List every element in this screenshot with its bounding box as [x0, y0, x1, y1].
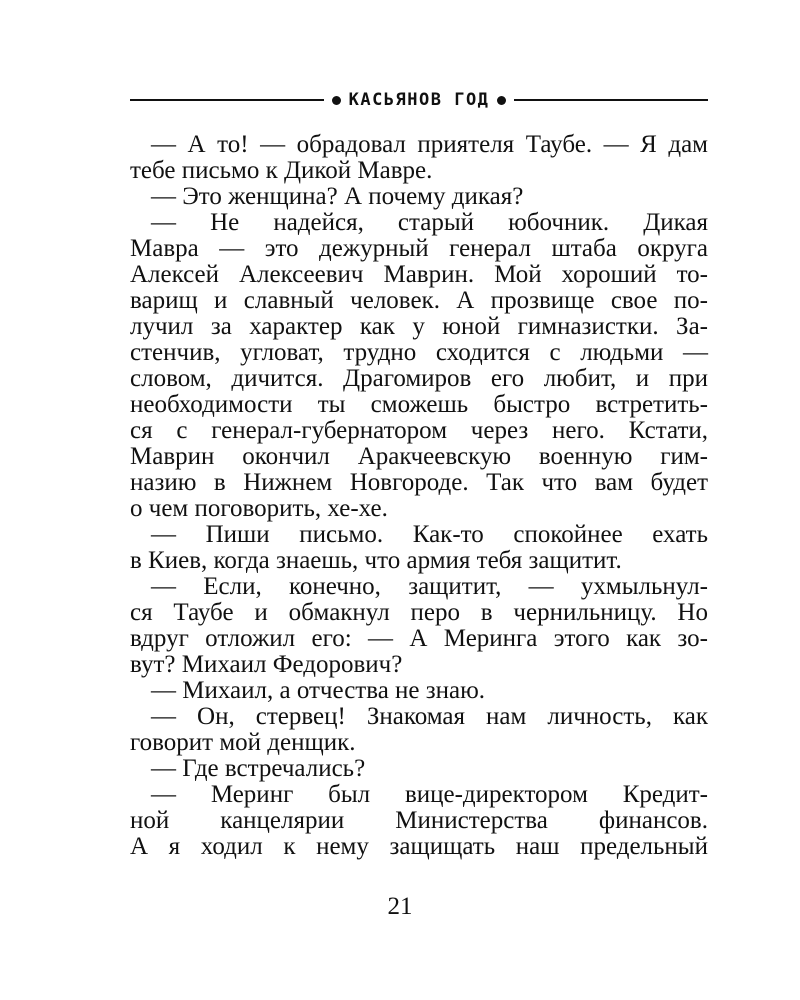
header-dot-right: [497, 96, 506, 105]
text-line: ной канцелярии Министерства финансов.: [130, 807, 708, 834]
header-dot-left: [332, 96, 341, 105]
text-line: говорит мой денщик.: [130, 729, 356, 756]
text-line: ся Таубе и обмакнул перо в чернильницу. Но: [130, 599, 708, 626]
text-line: — Он, стервец! Знакомая нам личность, как: [151, 703, 708, 730]
header-rule-right: [514, 99, 708, 101]
text-line: о чем поговорить, хе-хе.: [130, 495, 388, 522]
text-line: — Это женщина? А почему дикая?: [151, 183, 524, 210]
text-line: стенчив, угловат, трудно сходится с людьми —: [130, 339, 708, 366]
text-line: — Где встречались?: [151, 755, 366, 782]
text-line: лучил за характер как у юной гимназистки. За-: [130, 313, 708, 340]
text-line: варищ и славный человек. А прозвище свое по-: [130, 287, 708, 314]
text-line: — Пиши письмо. Как-то спокойнее ехать: [151, 521, 708, 548]
text-line: — Меринг был вице-директором Кредит-: [151, 781, 708, 808]
text-line: — Не надейся, старый юбочник. Дикая: [151, 209, 708, 236]
text-line: в Киев, когда знаешь, что армия тебя защитит.: [130, 547, 622, 574]
running-head: [130, 88, 708, 112]
text-line: ся с генерал-губернатором через него. Кстати,: [130, 417, 708, 444]
text-line: Маврин окончил Аракчеевскую военную гим-: [130, 443, 708, 470]
text-line: — Если, конечно, защитит, — ухмыльнул-: [151, 573, 708, 600]
text-line: — А то! — обрадовал приятеля Таубе. — Я дам: [151, 131, 708, 158]
text-line: А я ходил к нему защищать наш предельный: [130, 833, 708, 860]
text-line: Мавра — это дежурный генерал штаба округа: [130, 235, 708, 262]
text-line: необходимости ты сможешь быстро встретить-: [130, 391, 708, 418]
text-line: Алексей Алексеевич Маврин. Мой хороший то-: [130, 261, 708, 288]
text-line: вдруг отложил его: — А Меринга этого как зо-: [130, 625, 708, 652]
text-line: назию в Нижнем Новгороде. Так что вам будет: [130, 469, 708, 496]
page-number: 21: [387, 893, 413, 920]
running-head-title: КАСЬЯНОВ ГОД: [348, 90, 490, 110]
body-text: [130, 132, 708, 860]
text-line: тебе письмо к Дикой Мавре.: [130, 157, 433, 184]
header-rule-left: [130, 99, 324, 101]
text-line: вут? Михаил Федорович?: [130, 651, 403, 678]
text-line: — Михаил, а отчества не знаю.: [151, 677, 486, 704]
text-line: словом, дичится. Драгомиров его любит, и при: [130, 365, 708, 392]
